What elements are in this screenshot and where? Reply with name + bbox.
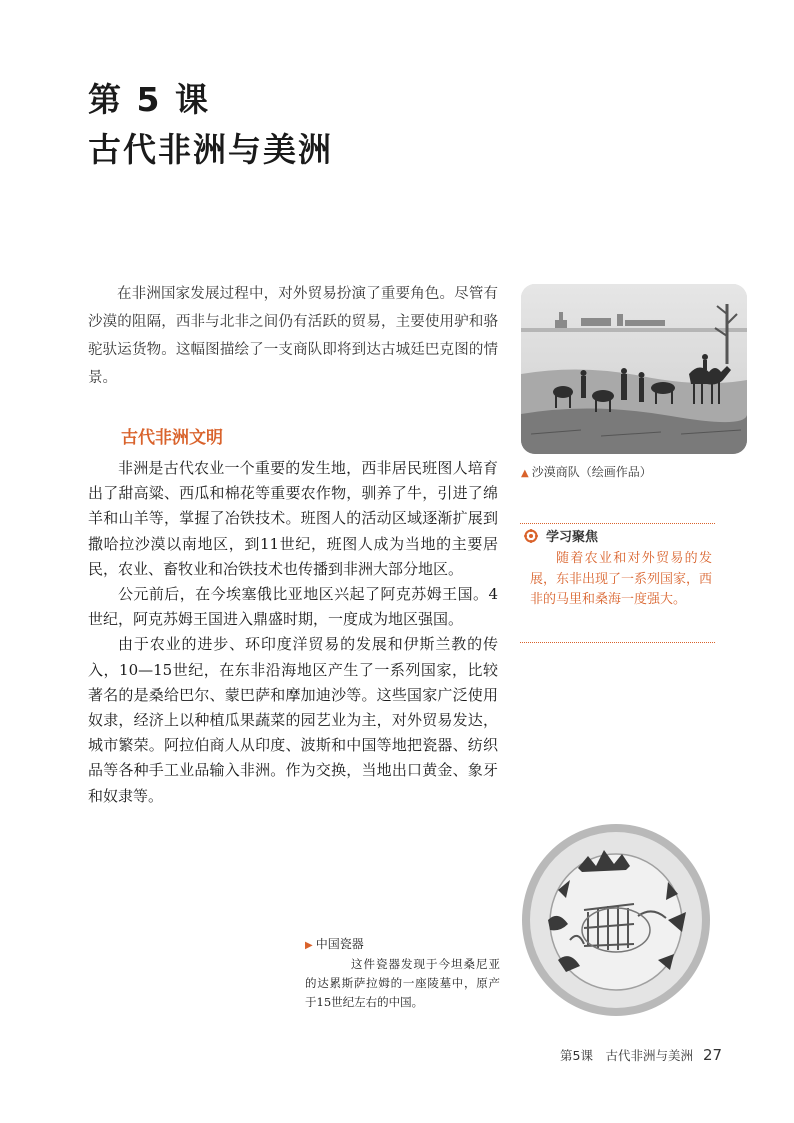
porcelain-title-text: 中国瓷器 [315, 937, 364, 951]
body-paragraph-2: 公元前后，在今埃塞俄比亚地区兴起了阿克苏姆王国。4世纪，阿克苏姆王国进入鼎盛时期，一度成为地区强国。 [88, 585, 498, 629]
focus-heading [524, 526, 598, 545]
porcelain-caption-title [305, 935, 500, 952]
focus-heading-text: 学习聚焦 [546, 530, 599, 545]
triangle-up-icon: ▲ [521, 468, 529, 479]
lesson-number: 第 5 课 [88, 80, 210, 119]
section-heading: 古代非洲文明 [121, 428, 223, 448]
porcelain-bowl [518, 820, 714, 1020]
caravan-illustration [521, 284, 747, 454]
porcelain-caption [305, 935, 500, 1012]
body-paragraph-3: 由于农业的进步、环印度洋贸易的发展和伊斯兰教的传入，10—15世纪，在东非沿海地区产生了一系列国家，比较著名的是桑给巴尔、蒙巴萨和摩加迪沙等。这些国家广泛使用奴隶，经济上以种植瓜果蔬菜的园艺业为主，对外贸易发达，城市繁荣。阿拉伯商人从印度、波斯和中国等地把瓷器、纺织品等各种手工业品输入非洲。作为交换，当地出口黄金、象牙和奴隶等。 [88, 635, 498, 805]
focus-target-icon [524, 529, 538, 543]
intro-text [88, 280, 498, 392]
caravan-caption-text: 沙漠商队（绘画作品） [531, 465, 652, 479]
body-text [88, 456, 498, 809]
caravan-caption [521, 463, 652, 480]
porcelain-caption-desc: 这件瓷器发现于今坦桑尼亚的达累斯萨拉姆的一座陵墓中，原产于15世纪左右的中国。 [305, 957, 500, 1009]
learning-focus-box [520, 523, 715, 643]
porcelain-photo [518, 820, 714, 1020]
caravan-sketch [521, 284, 747, 454]
page-footer [560, 1046, 722, 1064]
focus-text: 随着农业和对外贸易的发展，东非出现了一系列国家，西非的马里和桑海一度强大。 [530, 551, 713, 607]
footer-label: 第5课 古代非洲与美洲 [560, 1048, 693, 1063]
intro-paragraph: 在非洲国家发展过程中，对外贸易扮演了重要角色。尽管有沙漠的阻隔，西非与北非之间仍有活跃的贸易，主要使用驴和骆驼驮运货物。这幅图描绘了一支商队即将到达古城廷巴克图的情景。 [88, 286, 498, 386]
triangle-right-icon: ▶ [305, 940, 313, 951]
lesson-title: 古代非洲与美洲 [88, 130, 333, 169]
body-paragraph-1: 非洲是古代农业一个重要的发生地，西非居民班图人培育出了甜高粱、西瓜和棉花等重要农作物，驯养了牛，引进了绵羊和山羊等，掌握了冶铁技术。班图人的活动区域逐渐扩展到撒哈拉沙漠以南地区，到11世纪，班图人成为当地的主要居民，农业、畜牧业和冶铁技术也传播到非洲大部分地区。 [88, 459, 498, 578]
page-number: 27 [702, 1046, 723, 1064]
